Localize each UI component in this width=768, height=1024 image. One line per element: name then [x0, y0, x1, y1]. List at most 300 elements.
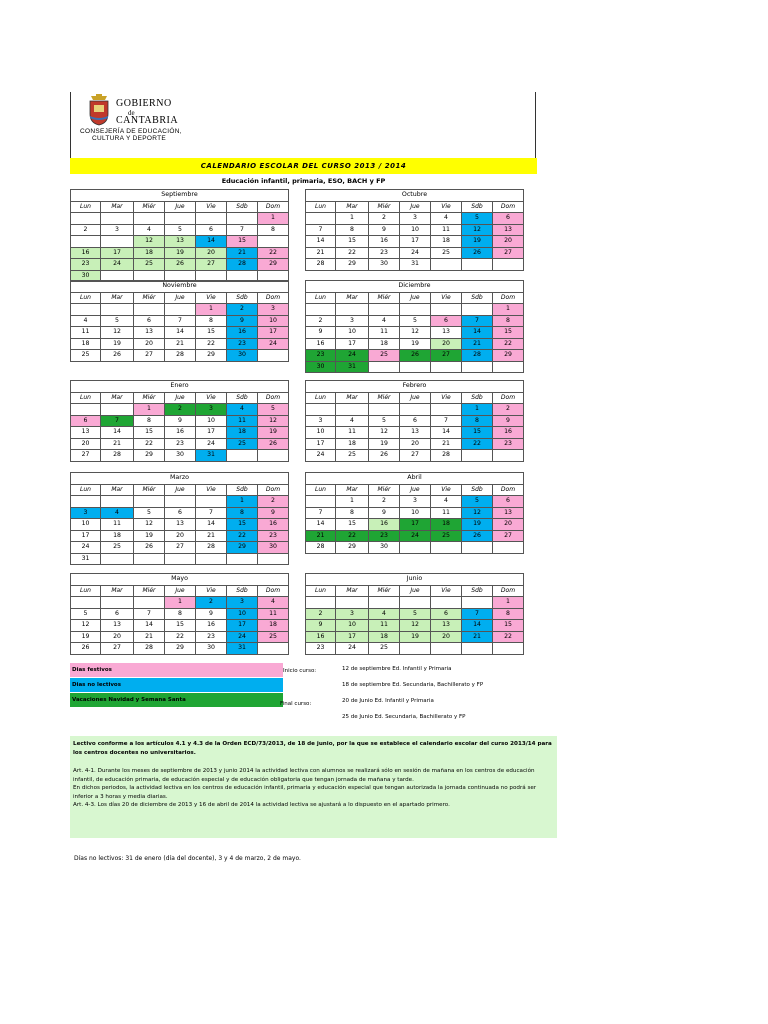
day-cell: 3 [227, 597, 258, 609]
day-cell [101, 213, 134, 225]
day-cell: 16 [165, 427, 196, 439]
day-cell: 27 [196, 259, 227, 271]
day-cell: 1 [493, 597, 524, 609]
day-cell [71, 304, 101, 316]
day-cell: 2 [369, 496, 400, 508]
month-name: Octubre [306, 190, 524, 202]
day-cell: 4 [227, 404, 258, 416]
day-cell: 25 [369, 643, 400, 655]
day-cell: 5 [165, 224, 196, 236]
day-cell: 8 [336, 507, 369, 519]
day-cell: 25 [227, 438, 258, 450]
day-cell: 17 [258, 327, 289, 339]
day-cell: 8 [165, 608, 196, 620]
day-cell: 19 [369, 438, 400, 450]
day-cell: 28 [306, 542, 336, 554]
gov-line1: GOBIERNO [116, 98, 172, 109]
weekday-header: Jue [400, 585, 431, 597]
week-row [306, 542, 524, 554]
day-cell: 16 [306, 631, 336, 643]
day-cell: 10 [336, 327, 369, 339]
day-cell: 1 [336, 213, 369, 225]
month-name: Noviembre [71, 281, 289, 293]
weekday-header: Sdb [227, 392, 258, 404]
weekday-header: Dom [258, 484, 289, 496]
week-row [306, 631, 524, 643]
day-cell: 13 [431, 620, 462, 632]
legend-no-lectivos: Dias no lectivos [70, 678, 283, 692]
month-table-5 [305, 380, 524, 462]
day-cell: 1 [227, 496, 258, 508]
day-cell: 9 [258, 507, 289, 519]
day-cell: 4 [134, 224, 165, 236]
weekday-header: Mar [101, 201, 134, 213]
day-cell: 5 [71, 608, 101, 620]
day-cell [336, 304, 369, 316]
day-cell: 23 [196, 631, 227, 643]
day-cell [431, 259, 462, 271]
day-cell: 12 [258, 415, 289, 427]
note-art-4-1: Art. 4-1. Durante los meses de septiembre de 2013 y junio 2014 la actividad lectiva con alumnos se realizará sólo en sesión de mañana en los centros de educación infantil, de educación primaria, de educación especial y de educación obligatoria que tengan jornada de mañana y tarde. [73, 768, 535, 783]
day-cell: 11 [101, 519, 134, 531]
day-cell: 20 [196, 247, 227, 259]
day-cell: 14 [165, 327, 196, 339]
day-cell: 2 [71, 224, 101, 236]
day-cell: 10 [258, 315, 289, 327]
day-cell: 18 [227, 427, 258, 439]
gov-line3: CANTABRIA [116, 115, 179, 126]
week-row [306, 404, 524, 416]
week-row [71, 415, 289, 427]
week-row [306, 236, 524, 248]
week-row [71, 496, 289, 508]
week-row [71, 519, 289, 531]
weekday-header: Miér [134, 585, 165, 597]
day-cell: 9 [493, 415, 524, 427]
day-cell: 19 [101, 338, 134, 350]
weekday-header: Lun [71, 201, 101, 213]
weekday-header: Sdb [462, 292, 493, 304]
day-cell: 30 [196, 643, 227, 655]
day-cell: 23 [493, 438, 524, 450]
day-cell: 3 [400, 213, 431, 225]
week-row [71, 404, 289, 416]
week-row [306, 597, 524, 609]
day-cell: 27 [493, 530, 524, 542]
day-cell: 18 [431, 236, 462, 248]
day-cell: 16 [227, 327, 258, 339]
day-cell: 1 [493, 304, 524, 316]
day-cell: 10 [400, 507, 431, 519]
weekday-header: Jue [165, 392, 196, 404]
day-cell [134, 213, 165, 225]
weekday-header: Sdb [227, 484, 258, 496]
month-table-7 [305, 472, 524, 554]
day-cell: 5 [134, 507, 165, 519]
header-right-border [535, 92, 536, 158]
day-cell: 12 [400, 620, 431, 632]
day-cell: 9 [196, 608, 227, 620]
weekday-header: Miér [134, 484, 165, 496]
weekday-header: Dom [493, 201, 524, 213]
day-cell: 6 [431, 315, 462, 327]
day-cell: 29 [165, 643, 196, 655]
day-cell: 3 [400, 496, 431, 508]
day-cell: 28 [165, 350, 196, 362]
week-row [306, 315, 524, 327]
week-row [71, 213, 289, 225]
day-cell: 6 [493, 213, 524, 225]
day-cell: 5 [400, 315, 431, 327]
day-cell: 1 [196, 304, 227, 316]
month-table-6 [70, 472, 289, 565]
weekday-header: Lun [71, 292, 101, 304]
day-cell [227, 213, 258, 225]
day-cell: 23 [306, 643, 336, 655]
day-cell: 17 [306, 438, 336, 450]
week-row [306, 438, 524, 450]
week-row [71, 597, 289, 609]
day-cell [227, 450, 258, 462]
day-cell: 23 [165, 438, 196, 450]
day-cell [431, 361, 462, 373]
day-cell: 10 [196, 415, 227, 427]
day-cell: 24 [71, 542, 101, 554]
day-cell: 5 [369, 415, 400, 427]
day-cell: 24 [336, 350, 369, 362]
day-cell: 8 [493, 315, 524, 327]
weekday-header: Mar [101, 585, 134, 597]
day-cell [134, 553, 165, 565]
day-cell: 9 [306, 620, 336, 632]
day-cell: 5 [258, 404, 289, 416]
day-cell: 5 [462, 496, 493, 508]
day-cell: 9 [369, 224, 400, 236]
day-cell: 11 [431, 507, 462, 519]
day-cell: 21 [196, 530, 227, 542]
day-cell: 23 [369, 530, 400, 542]
day-cell: 14 [134, 620, 165, 632]
month-name: Marzo [71, 473, 289, 485]
day-cell: 1 [258, 213, 289, 225]
day-cell: 24 [258, 338, 289, 350]
week-row [306, 338, 524, 350]
day-cell: 28 [431, 450, 462, 462]
day-cell: 4 [71, 315, 101, 327]
day-cell: 17 [227, 620, 258, 632]
day-cell [431, 643, 462, 655]
week-row [306, 620, 524, 632]
coat-of-arms-icon [85, 94, 113, 126]
week-row [71, 553, 289, 565]
weekday-header: Lun [306, 585, 336, 597]
day-cell: 25 [258, 631, 289, 643]
weekday-header: Mar [336, 484, 369, 496]
day-cell: 19 [462, 519, 493, 531]
day-cell [493, 259, 524, 271]
day-cell: 14 [196, 519, 227, 531]
day-cell: 15 [227, 519, 258, 531]
weekday-header: Jue [400, 392, 431, 404]
day-cell: 2 [369, 213, 400, 225]
day-cell: 8 [196, 315, 227, 327]
weekday-header: Lun [306, 484, 336, 496]
week-row [71, 427, 289, 439]
day-cell: 23 [71, 259, 101, 271]
day-cell [306, 496, 336, 508]
day-cell: 24 [101, 259, 134, 271]
day-cell: 15 [493, 620, 524, 632]
week-row [306, 224, 524, 236]
day-cell [400, 361, 431, 373]
day-cell: 26 [462, 530, 493, 542]
calendar-subtitle: Educación infantil, primaria, ESO, BACH y FP [221, 177, 386, 185]
day-cell: 21 [165, 338, 196, 350]
weekday-header: Miér [369, 585, 400, 597]
day-cell: 3 [336, 608, 369, 620]
weekday-header: Sdb [227, 292, 258, 304]
day-cell [227, 553, 258, 565]
day-cell: 25 [101, 542, 134, 554]
day-cell: 17 [400, 519, 431, 531]
day-cell: 19 [134, 530, 165, 542]
week-row [71, 631, 289, 643]
day-cell: 27 [431, 350, 462, 362]
day-cell [196, 553, 227, 565]
weekday-header: Vie [431, 484, 462, 496]
legend-vacaciones: Vacaciones Navidad y Semana Santa [70, 693, 283, 707]
day-cell: 22 [336, 247, 369, 259]
day-cell: 19 [71, 631, 101, 643]
day-cell: 15 [462, 427, 493, 439]
day-cell: 14 [101, 427, 134, 439]
day-cell: 27 [493, 247, 524, 259]
day-cell: 4 [258, 597, 289, 609]
day-cell: 13 [493, 507, 524, 519]
day-cell: 18 [101, 530, 134, 542]
day-cell: 4 [431, 496, 462, 508]
inicio-label: Inicio curso: [283, 668, 317, 674]
day-cell: 12 [462, 507, 493, 519]
day-cell [462, 259, 493, 271]
day-cell: 16 [369, 519, 400, 531]
month-name: Mayo [71, 574, 289, 586]
day-cell: 16 [369, 236, 400, 248]
weekday-header: Miér [134, 392, 165, 404]
day-cell: 19 [258, 427, 289, 439]
month-table-3 [305, 280, 524, 373]
day-cell [431, 404, 462, 416]
day-cell: 26 [400, 350, 431, 362]
week-row [71, 327, 289, 339]
day-cell: 3 [101, 224, 134, 236]
day-cell: 21 [101, 438, 134, 450]
day-cell: 13 [165, 236, 196, 248]
day-cell: 19 [462, 236, 493, 248]
day-cell: 19 [400, 338, 431, 350]
day-cell [258, 350, 289, 362]
final-secundaria: 25 de Junio Ed. Secundaria, Bachillerato y FP [342, 714, 466, 720]
day-cell: 12 [134, 236, 165, 248]
day-cell: 24 [336, 643, 369, 655]
day-cell: 31 [400, 259, 431, 271]
day-cell: 6 [165, 507, 196, 519]
day-cell: 5 [462, 213, 493, 225]
day-cell [101, 404, 134, 416]
day-cell [71, 597, 101, 609]
day-cell: 28 [306, 259, 336, 271]
day-cell: 29 [196, 350, 227, 362]
final-infantil: 20 de Junio Ed. Infantil y Primaria [342, 698, 434, 704]
day-cell [336, 597, 369, 609]
weekday-header: Jue [400, 292, 431, 304]
month-name: Junio [306, 574, 524, 586]
day-cell: 17 [71, 530, 101, 542]
weekday-header: Vie [196, 201, 227, 213]
day-cell: 7 [462, 608, 493, 620]
day-cell: 18 [258, 620, 289, 632]
weekday-header: Mar [336, 585, 369, 597]
day-cell: 2 [196, 597, 227, 609]
day-cell [134, 597, 165, 609]
weekday-header: Lun [306, 201, 336, 213]
week-row [306, 304, 524, 316]
day-cell: 20 [134, 338, 165, 350]
day-cell: 22 [493, 631, 524, 643]
day-cell: 31 [227, 643, 258, 655]
week-row [306, 350, 524, 362]
day-cell [369, 361, 400, 373]
weekday-header: Mar [336, 201, 369, 213]
day-cell: 17 [196, 427, 227, 439]
day-cell: 15 [336, 519, 369, 531]
day-cell [258, 450, 289, 462]
note-dichos-periodos: En dichos periodos, la actividad lectiva en los centros de educación infantil, primaria y educación especial que tengan autorizada la jornada continuada no podrá ser inferior a 3 horas y media diarias. [73, 785, 537, 800]
day-cell: 25 [336, 450, 369, 462]
month-name: Febrero [306, 381, 524, 393]
weekday-header: Sdb [227, 585, 258, 597]
day-cell: 13 [165, 519, 196, 531]
day-cell: 15 [196, 327, 227, 339]
week-row [71, 438, 289, 450]
weekday-header: Lun [306, 292, 336, 304]
consejeria-line1: CONSEJERÍA DE EDUCACIÓN, [80, 128, 182, 135]
day-cell: 10 [71, 519, 101, 531]
day-cell: 27 [400, 450, 431, 462]
day-cell [462, 643, 493, 655]
day-cell [101, 496, 134, 508]
weekday-header: Dom [493, 292, 524, 304]
day-cell: 21 [462, 631, 493, 643]
week-row [71, 530, 289, 542]
day-cell: 7 [227, 224, 258, 236]
weekday-header: Jue [165, 585, 196, 597]
week-row [71, 259, 289, 271]
day-cell: 15 [134, 427, 165, 439]
day-cell: 26 [165, 259, 196, 271]
day-cell [71, 404, 101, 416]
consejeria-line2: CULTURA Y DEPORTE [92, 135, 166, 142]
month-table-0 [70, 189, 289, 282]
week-row [306, 259, 524, 271]
week-row [306, 608, 524, 620]
day-cell: 17 [400, 236, 431, 248]
day-cell: 20 [165, 530, 196, 542]
day-cell: 4 [336, 415, 369, 427]
day-cell: 21 [462, 338, 493, 350]
week-row [306, 247, 524, 259]
month-table-4 [70, 380, 289, 462]
day-cell: 7 [196, 507, 227, 519]
day-cell: 6 [493, 496, 524, 508]
day-cell [462, 361, 493, 373]
day-cell [431, 542, 462, 554]
day-cell: 19 [165, 247, 196, 259]
week-row [71, 236, 289, 248]
inicio-secundaria: 18 de septiembre Ed. Secundaria, Bachillerato y FP [342, 682, 484, 688]
note-lectivo: Lectivo conforme a los artículos 4.1 y 4.3 de la Orden ECD/73/2013, de 18 de junio, por la que se establece el calendario escolar del curso 2013/14 para los centros docentes no universitarios. [73, 741, 552, 756]
day-cell: 8 [493, 608, 524, 620]
day-cell: 29 [134, 450, 165, 462]
day-cell: 6 [71, 415, 101, 427]
week-row [306, 427, 524, 439]
weekday-header: Vie [431, 392, 462, 404]
day-cell [431, 597, 462, 609]
day-cell: 12 [462, 224, 493, 236]
day-cell: 14 [306, 236, 336, 248]
day-cell: 6 [134, 315, 165, 327]
day-cell [165, 553, 196, 565]
day-cell: 14 [306, 519, 336, 531]
week-row [71, 304, 289, 316]
day-cell [493, 643, 524, 655]
day-cell: 5 [101, 315, 134, 327]
day-cell: 27 [101, 643, 134, 655]
day-cell: 28 [196, 542, 227, 554]
day-cell: 27 [71, 450, 101, 462]
day-cell: 5 [400, 608, 431, 620]
week-row [306, 643, 524, 655]
day-cell: 31 [336, 361, 369, 373]
weekday-header: Mar [101, 484, 134, 496]
day-cell: 17 [336, 631, 369, 643]
day-cell [462, 542, 493, 554]
week-row [306, 507, 524, 519]
day-cell: 12 [101, 327, 134, 339]
day-cell: 15 [336, 236, 369, 248]
day-cell: 13 [493, 224, 524, 236]
day-cell: 13 [101, 620, 134, 632]
notes-box [70, 736, 557, 838]
weekday-header: Dom [258, 292, 289, 304]
day-cell: 4 [101, 507, 134, 519]
weekday-header: Jue [400, 201, 431, 213]
day-cell: 11 [369, 327, 400, 339]
day-cell: 31 [71, 553, 101, 565]
day-cell [165, 496, 196, 508]
calendar-title: CALENDARIO ESCOLAR DEL CURSO 2013 / 2014 [70, 158, 537, 174]
day-cell: 25 [369, 350, 400, 362]
day-cell: 18 [134, 247, 165, 259]
day-cell [71, 213, 101, 225]
day-cell: 4 [369, 315, 400, 327]
week-row [71, 643, 289, 655]
day-cell: 24 [400, 530, 431, 542]
day-cell: 1 [462, 404, 493, 416]
day-cell: 26 [462, 247, 493, 259]
day-cell: 12 [369, 427, 400, 439]
weekday-header: Lun [71, 484, 101, 496]
